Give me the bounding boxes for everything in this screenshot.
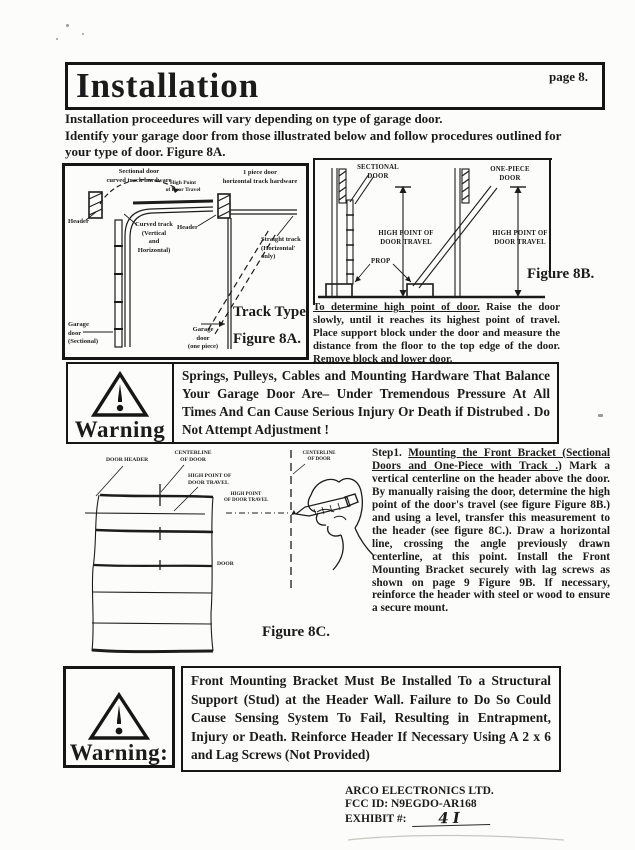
intro-line: Installation proceedures will vary depending on type of garage door. [65,111,443,126]
fig8a-header2-label: Header [177,224,198,231]
fig8a-garage-door-label: Garage door (Sectional) [68,321,99,346]
fig8b-one-piece-door-label: ONE-PIECE DOOR [490,166,530,182]
track-type-caption: Track Type [233,304,306,320]
fig8c-door-label: DOOR [217,561,234,567]
fig8c-centerline-right-label: CENTERLINE OF DOOR [302,451,336,463]
fcc-id-line: FCC ID: N9EGDO-AR168 [345,798,477,811]
instruction-lead: To determine high point of door. [313,301,480,313]
warning-box-springs [66,362,559,444]
exhibit-line [345,811,494,826]
warning-word: Warning [74,417,166,442]
figure-8c-drawing [78,448,378,663]
scan-artifact [82,33,84,35]
scan-artifact [56,38,58,40]
fig8c-high-point-small-label: HIGH POINT OF DOOR TRAVEL [224,492,269,504]
fig8a-garage-one-piece-label: Garage door (one piece) [187,326,219,351]
fig8c-door-header-label: DOOR HEADER [106,457,149,463]
fig8a-one-piece-door-label: 1 piece door horizontal track hardware [222,169,298,185]
scan-crease-line [340,830,570,844]
intro-line: your type of door. Figure 8A. [65,144,226,159]
step1-paragraph [372,447,610,615]
title-box [65,62,605,110]
page-number: page 8. [549,69,588,84]
step1-heading: Mounting the Front Bracket (Sectional Doors and One-Piece with Track . [372,447,611,472]
warning-text: Springs, Pulleys, Cables and Mounting Hardware That Balance Your Garage Door Are– Under Tremendous Pressure At All Times And Can Cause Serious Injury Or Death if Distrubed . Do Not Attempt Adjustment ! [182,368,550,437]
high-point-instructions [313,301,560,366]
warning-triangle-icon [88,691,150,741]
fig8c-high-point-label: HIGH POINT OF DOOR TRAVEL [188,473,232,486]
warning-word: Warning: [69,740,169,765]
fig8b-sectional-door-label: SECTIONAL DOOR [357,164,399,180]
step1-body: ) Mark a vertical centerline on the header above the door. By manually raising the door, determine the high point of the door's travel (see figure Figure 8B.) and using a level, transfer this measurement to the header (see figure 8C.). Draw a horizontal line, crossing the angle previously drawn centerline, at this point. Install the Front Mounting Bracket securely with lag screws as shown on page 9 Figure 9B. If necessary, reinforce the header with steel or wood to ensure a secure mount. [372,459,610,615]
figure-8b-caption: Figure 8B. [527,266,595,282]
figure-8b-box [313,158,552,305]
exhibit-handwritten-value: 4I [412,810,490,827]
instruction-rest: Raise the door slowly, until it reaches its highest point of travel. Place support block under the door and measure the distance from the floor to the top edge of the door. Remove block and lower door. [313,301,560,365]
fig8b-high-point-left-label: HIGH POINT OF DOOR TRAVEL [378,230,434,246]
step1-label: Step1. [372,447,409,459]
fcc-footer [345,785,494,826]
fig8c-centerline-label: CENTERLINE OF DOOR [174,450,212,463]
fig8a-curved-track-label: Curved track (Vertical and Horizontal) [135,221,173,254]
fig8a-sectional-door-label: Sectional door curved track hardware [106,168,172,184]
fig8b-prop-label: PROP [371,258,391,265]
figure-8a-box [62,163,309,360]
company-name: ARCO ELECTRONICS LTD. [345,785,494,797]
fig8a-high-point-label: High Point of Door Travel [165,180,201,193]
intro-line: Identify your garage door from those illustrated below and follow procedures outlined for [65,127,562,143]
warning2-icon-box [63,666,175,768]
scan-artifact [598,414,603,417]
fig8b-high-point-right-label: HIGH POINT OF DOOR TRAVEL [492,230,548,246]
figure-8b-right-border [549,158,551,272]
exhibit-label: EXHIBIT #: [345,813,407,826]
warning2-text-box: Front Mounting Bracket Must Be Installed To a Structural Support (Stud) at the Header Wall. Failure to Do So Could Cause Sensing System To Fail, Resulting in Entrapment, Injury or Death. Reinforce Header If Necessary Using A 2 x 6 and Lag Screws (Not Provided) [181,666,561,772]
warning-icon-cell [68,364,174,442]
scan-artifact [66,24,69,27]
intro-paragraph [65,111,617,161]
page-title: Installation [76,66,260,105]
figure-8a-caption: Figure 8A. [233,331,302,347]
figure-8c-caption: Figure 8C. [262,624,331,640]
warning-triangle-icon [91,370,149,418]
fig8a-header-label: Header [68,218,89,225]
fig8a-straight-track-label: Straight track (Horizontal' only) [261,236,301,261]
